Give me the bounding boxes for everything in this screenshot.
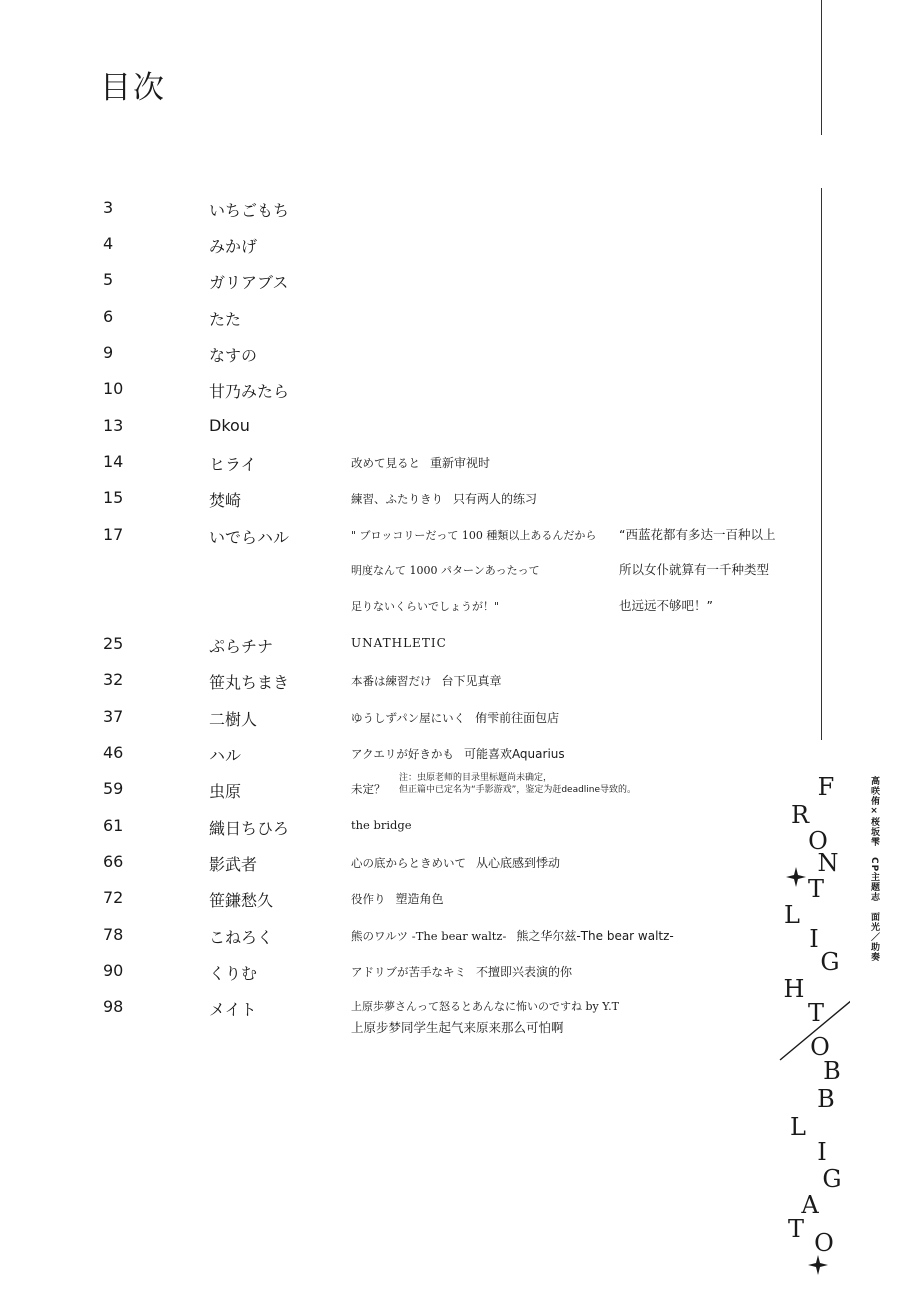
page-number: 17 [103,525,124,544]
title-chinese: 从心底感到悸动 [476,856,561,870]
author-name: メイト [209,1000,257,1019]
toc-row [0,634,800,664]
page-number: 37 [103,707,124,726]
author-name: ヒライ [209,455,257,474]
page-number: 59 [103,779,124,798]
story-title [351,672,502,689]
logo-letter: G [822,1165,842,1193]
title-japanese: アドリブが苦手なキミ [351,965,466,979]
toc-row [0,852,800,882]
title-chinese: 塑造角色 [395,892,444,906]
toc-row [0,707,800,737]
page-number: 4 [103,234,114,253]
logo-letter: L [784,901,800,929]
author-name: たた [209,310,242,329]
page-number: 5 [103,270,114,289]
toc-row [0,961,800,991]
page-number: 98 [103,997,124,1016]
title-chinese-line: “西蓝花都有多达一百种以上 [619,527,776,542]
title-japanese-line: " ブロッコリーだって 100 種類以上あるんだから [351,529,597,542]
title-japanese-line: 足りないくらいでしょうが！" [351,600,500,613]
title-chinese-line: 上原步梦同学生起气来原来那么可怕啊 [351,1020,564,1035]
logo-letter: A [801,1191,819,1219]
page-number: 32 [103,670,124,689]
title-japanese: 熊のワルツ -The bear waltz- [351,929,507,943]
toc-row [0,379,800,409]
title-japanese: 練習、ふたりきり [351,492,443,506]
toc-row [0,198,800,228]
story-title [351,854,560,871]
toc-row [0,307,800,337]
author-name: 影武者 [209,855,258,874]
logo-letter: T [807,875,825,903]
toc-row [0,670,800,700]
sparkle-icon [808,1255,828,1275]
toc-row [0,925,800,955]
page-number: 15 [103,488,124,507]
book-subtitle: 高咲侑×桜坂雫 CP主题志 面光／助奏 [869,776,879,963]
front-light-obbligato-logo [760,765,850,1285]
author-name: 焚崎 [209,491,242,510]
page-number: 14 [103,452,124,471]
title-japanese: ゆうしずパン屋にいく [351,711,466,725]
page-number: 61 [103,816,124,835]
page-number: 13 [103,416,124,435]
author-name: 二樹人 [209,710,258,729]
title-japanese-line: 明度なんて 1000 パターンあったって [351,564,540,577]
story-title [351,963,572,980]
story-title [351,490,537,507]
logo-letter: O [808,827,828,855]
logo-letter: I [817,1138,827,1166]
title-chinese: 熊之华尔兹-The bear waltz- [516,929,674,943]
page-title: 目次 [100,70,166,106]
logo-letter: H [783,975,805,1003]
logo-letter: N [817,849,839,877]
toc-row [0,270,800,300]
story-title [351,709,559,726]
page-number: 9 [103,343,114,362]
page-number: 66 [103,852,124,871]
translator-note-line: 但正篇中已定名为“手影游戏”，鉴定为赶deadline导致的。 [399,785,637,795]
page-number: 46 [103,743,124,762]
page-number: 25 [103,634,124,653]
title-chinese: 可能喜欢Aquarius [463,747,565,761]
author-name: 甘乃みたら [209,382,290,401]
title-chinese-line: 也远远不够吧！” [619,598,713,613]
toc-row [0,816,800,846]
author-name: ガリアブス [209,273,289,292]
toc-row [0,343,800,373]
logo-letter: F [817,773,835,801]
page-number: 72 [103,888,124,907]
title-japanese: 改めて見ると [351,456,420,470]
top-divider-line [821,0,822,135]
story-title: the bridge [351,818,412,832]
toc-row [0,743,800,773]
title-japanese-line: 上原歩夢さんって怒るとあんなに怖いのですね by Y.T [351,1000,619,1013]
author-name: 虫原 [209,782,242,801]
author-name: なすの [209,346,258,365]
logo-letter: O [810,1033,830,1061]
page-number: 90 [103,961,124,980]
translator-note-line: 注：虫原老师的目录里标题尚未确定， [399,773,553,783]
page-number: 3 [103,198,114,217]
logo-letter: I [809,925,819,953]
title-chinese: 重新审视时 [430,456,491,470]
title-japanese: 役作り [351,892,386,906]
page-number: 6 [103,307,114,326]
author-name: いちごもち [209,201,290,220]
title-chinese-line: 所以女仆就算有一千种类型 [619,562,770,577]
story-title: UNATHLETIC [351,636,447,650]
title-chinese: 台下见真章 [441,674,502,688]
author-name: 笹鎌愁久 [209,891,274,910]
title-chinese: 只有两人的练习 [453,492,538,506]
sparkle-icon [786,867,806,887]
author-name: いでらハル [209,528,290,547]
toc-row [0,416,800,446]
title-chinese: 不擅即兴表演的你 [476,965,573,979]
toc-row [0,488,800,518]
logo-letter: T [807,999,825,1027]
author-name: ハル [209,746,242,765]
logo-letter: G [820,948,840,976]
middle-divider-line [821,188,822,740]
logo-letter: T [787,1215,805,1243]
logo-letter: B [817,1085,835,1113]
page-number: 78 [103,925,124,944]
story-title: 未定？ [351,782,386,796]
story-title [351,454,490,471]
logo-letter: R [790,801,810,829]
story-title [351,745,565,762]
author-name: ぷらチナ [209,637,274,656]
logo-letter: O [814,1229,834,1257]
author-name: Dkou [209,416,250,435]
title-japanese: アクエリが好きかも [351,747,454,761]
author-name: 笹丸ちまき [209,673,290,692]
logo-letter: B [823,1057,841,1085]
toc-row [0,452,800,482]
title-chinese: 侑雫前往面包店 [475,711,560,725]
story-title [351,890,444,907]
author-name: 織日ちひろ [209,819,290,838]
toc-row [0,234,800,264]
title-japanese: 本番は練習だけ [351,674,432,688]
title-japanese: 心の底からときめいて [351,856,466,870]
story-title [351,927,674,944]
author-name: みかげ [209,237,258,256]
author-name: こねろく [209,928,274,947]
author-name: くりむ [209,964,258,983]
toc-row [0,888,800,918]
page-number: 10 [103,379,124,398]
logo-letter: L [790,1113,806,1141]
